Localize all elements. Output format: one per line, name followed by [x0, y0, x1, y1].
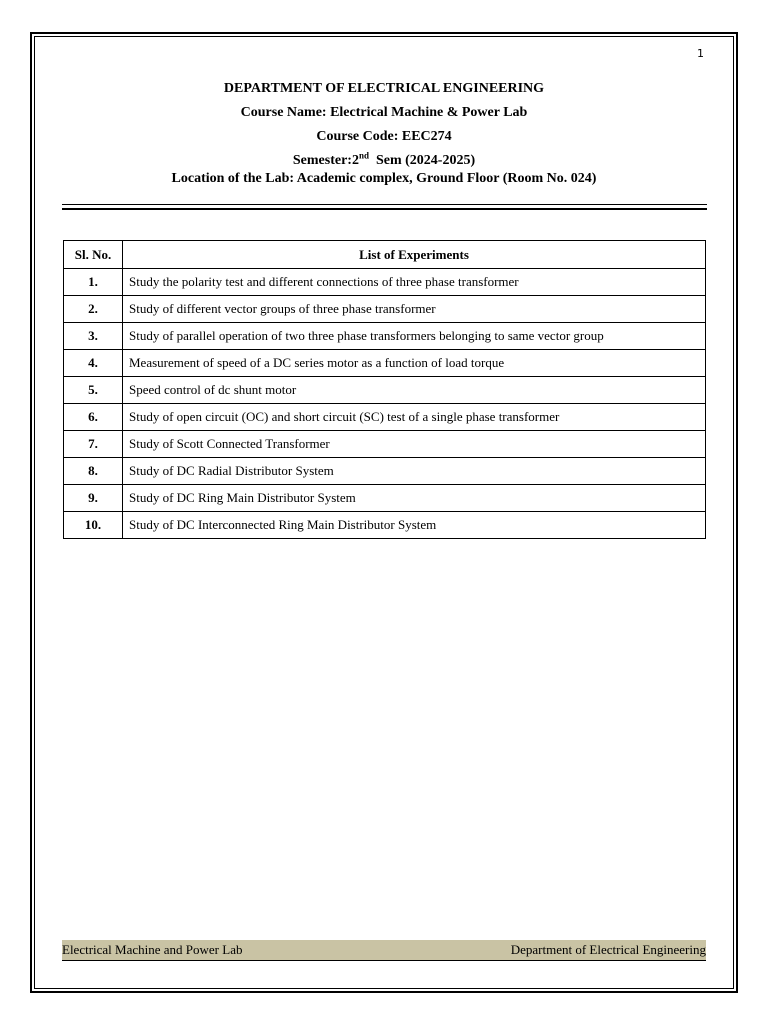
semester-suffix: Sem (2024-2025) [368, 153, 476, 168]
table-row [64, 431, 706, 458]
column-header-experiments: List of Experiments [123, 241, 706, 269]
course-code: Course Code: EEC274 [316, 129, 452, 144]
serial-number-cell: 7. [64, 431, 123, 458]
document-header [62, 80, 706, 189]
footer-left-text: Electrical Machine and Power Lab [62, 942, 243, 957]
serial-number-cell: 6. [64, 404, 123, 431]
lab-location: Location of the Lab: Academic complex, Ground Floor (Room No. 024) [171, 171, 597, 186]
footer-right-text: Department of Electrical Engineering [510, 942, 706, 957]
serial-number-cell: 3. [64, 323, 123, 350]
table-row [64, 296, 706, 323]
course-name: Course Name: Electrical Machine & Power Lab [240, 105, 528, 120]
header-divider [62, 204, 707, 210]
table-row [64, 404, 706, 431]
table-row [64, 458, 706, 485]
department-title: DEPARTMENT OF ELECTRICAL ENGINEERING [223, 81, 545, 96]
table-row [64, 485, 706, 512]
experiment-cell: Study of parallel operation of two three phase transformers belonging to same vector group [123, 323, 706, 350]
experiment-cell: Study of DC Radial Distributor System [123, 458, 706, 485]
serial-number-cell: 4. [64, 350, 123, 377]
semester-prefix: Semester:2 [292, 153, 359, 168]
experiment-cell: Study the polarity test and different connections of three phase transformer [123, 269, 706, 296]
table-header-row [64, 241, 706, 269]
page-footer [62, 940, 706, 961]
column-header-sl-no: Sl. No. [64, 241, 123, 269]
experiment-cell: Measurement of speed of a DC series motor as a function of load torque [123, 350, 706, 377]
table-row [64, 512, 706, 539]
experiments-table [63, 240, 706, 539]
serial-number-cell: 2. [64, 296, 123, 323]
experiment-cell: Study of different vector groups of three phase transformer [123, 296, 706, 323]
experiments-table-body [64, 269, 706, 539]
serial-number-cell: 8. [64, 458, 123, 485]
semester-ordinal: nd [358, 150, 369, 161]
experiment-cell: Study of DC Interconnected Ring Main Distributor System [123, 512, 706, 539]
serial-number-cell: 5. [64, 377, 123, 404]
table-row [64, 377, 706, 404]
table-row [64, 323, 706, 350]
experiment-cell: Study of Scott Connected Transformer [123, 431, 706, 458]
experiment-cell: Study of open circuit (OC) and short circuit (SC) test of a single phase transformer [123, 404, 706, 431]
experiment-cell: Speed control of dc shunt motor [123, 377, 706, 404]
semester [62, 150, 706, 169]
table-row [64, 350, 706, 377]
serial-number-cell: 9. [64, 485, 123, 512]
serial-number-cell: 10. [64, 512, 123, 539]
serial-number-cell: 1. [64, 269, 123, 296]
table-row [64, 269, 706, 296]
experiment-cell: Study of DC Ring Main Distributor System [123, 485, 706, 512]
page-number: 1 [697, 47, 704, 60]
